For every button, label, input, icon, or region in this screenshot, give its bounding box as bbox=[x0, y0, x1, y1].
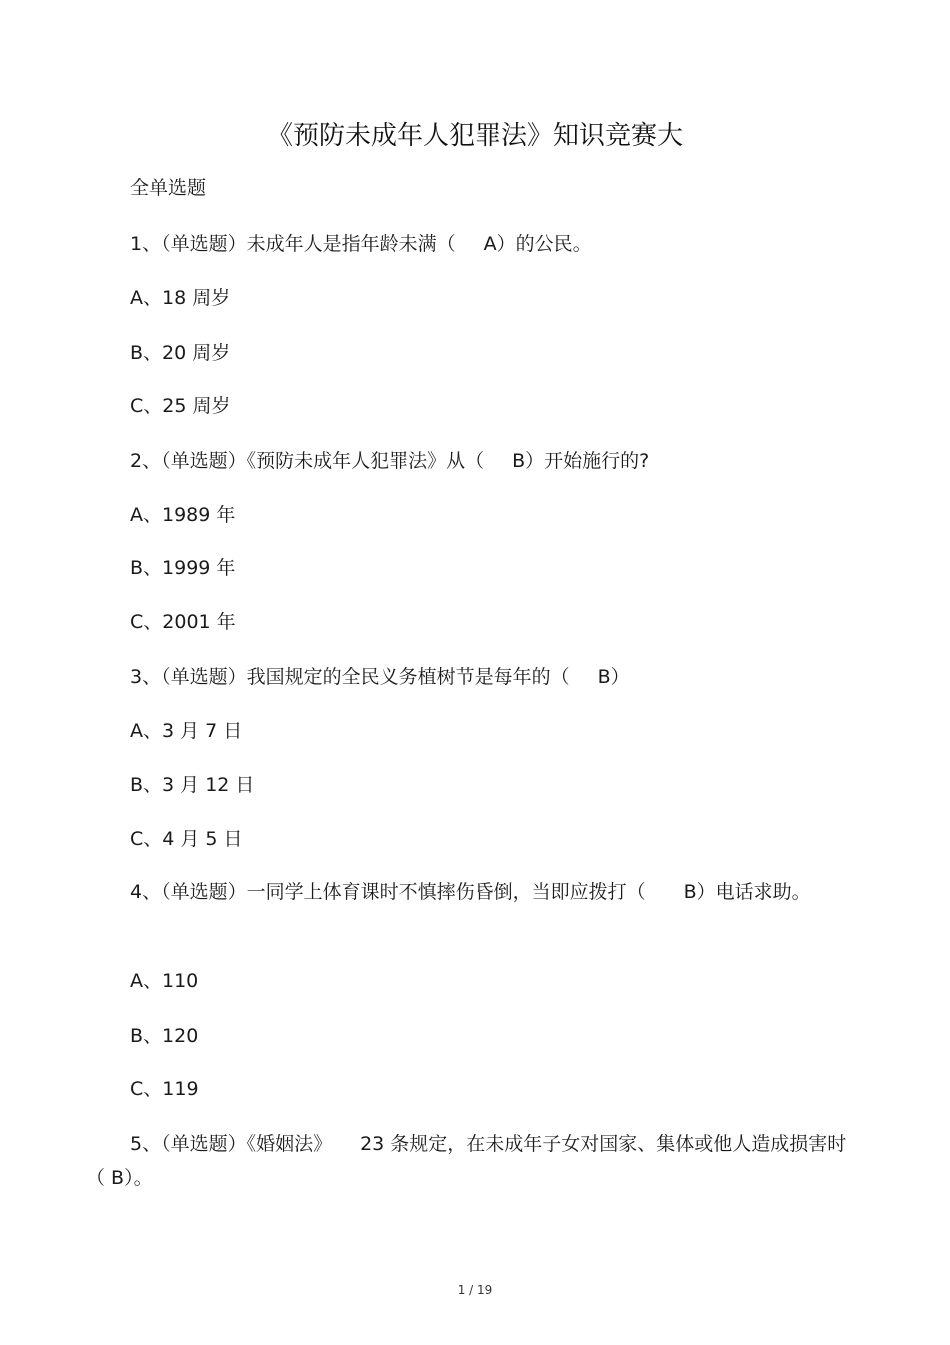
page-number: 1 / 19 bbox=[457, 1283, 493, 1297]
question-1-option-b: B、20 周岁 bbox=[130, 342, 231, 364]
document-title: 《预防未成年人犯罪法》知识竞赛大 bbox=[266, 121, 683, 151]
question-3-option-c: C、4 月 5 日 bbox=[130, 828, 243, 850]
question-4-answer: B）电话求助。 bbox=[683, 881, 811, 903]
section-heading: 全单选题 bbox=[130, 177, 207, 199]
question-2-option-a: A、1989 年 bbox=[130, 504, 236, 526]
question-5-text-cont: 23 条规定，在未成年子女对国家、集体或他人造成损害时（ B）。 bbox=[86, 1133, 847, 1189]
question-2 bbox=[130, 448, 649, 474]
question-1-option-a: A、18 周岁 bbox=[130, 287, 231, 309]
question-3-option-a: A、3 月 7 日 bbox=[130, 720, 243, 742]
question-4-option-c: C、119 bbox=[130, 1078, 199, 1100]
question-5 bbox=[86, 1127, 848, 1195]
question-2-answer: B）开始施行的? bbox=[512, 450, 650, 472]
question-3 bbox=[130, 664, 630, 690]
question-2-option-c: C、2001 年 bbox=[130, 611, 236, 633]
question-2-option-b: B、1999 年 bbox=[130, 557, 236, 579]
question-3-option-b: B、3 月 12 日 bbox=[130, 774, 255, 796]
question-5-text: 5、（单选题）《婚姻法》 bbox=[130, 1133, 333, 1155]
question-3-text: 3、（单选题）我国规定的全民义务植树节是每年的（ bbox=[130, 666, 570, 688]
question-1 bbox=[130, 231, 592, 257]
question-1-answer: A）的公民。 bbox=[483, 233, 592, 255]
question-4 bbox=[86, 875, 848, 909]
question-4-option-b: B、120 bbox=[130, 1025, 199, 1047]
question-1-option-c: C、25 周岁 bbox=[130, 395, 231, 417]
question-4-option-a: A、110 bbox=[130, 970, 199, 992]
question-4-text: 4、（单选题）一同学上体育课时不慎摔伤昏倒，当即应拨打（ bbox=[130, 881, 646, 903]
question-2-text: 2、（单选题）《预防未成年人犯罪法》从（ bbox=[130, 450, 485, 472]
question-3-answer: B） bbox=[597, 666, 630, 688]
question-1-text: 1、（单选题）未成年人是指年龄未满（ bbox=[130, 233, 456, 255]
